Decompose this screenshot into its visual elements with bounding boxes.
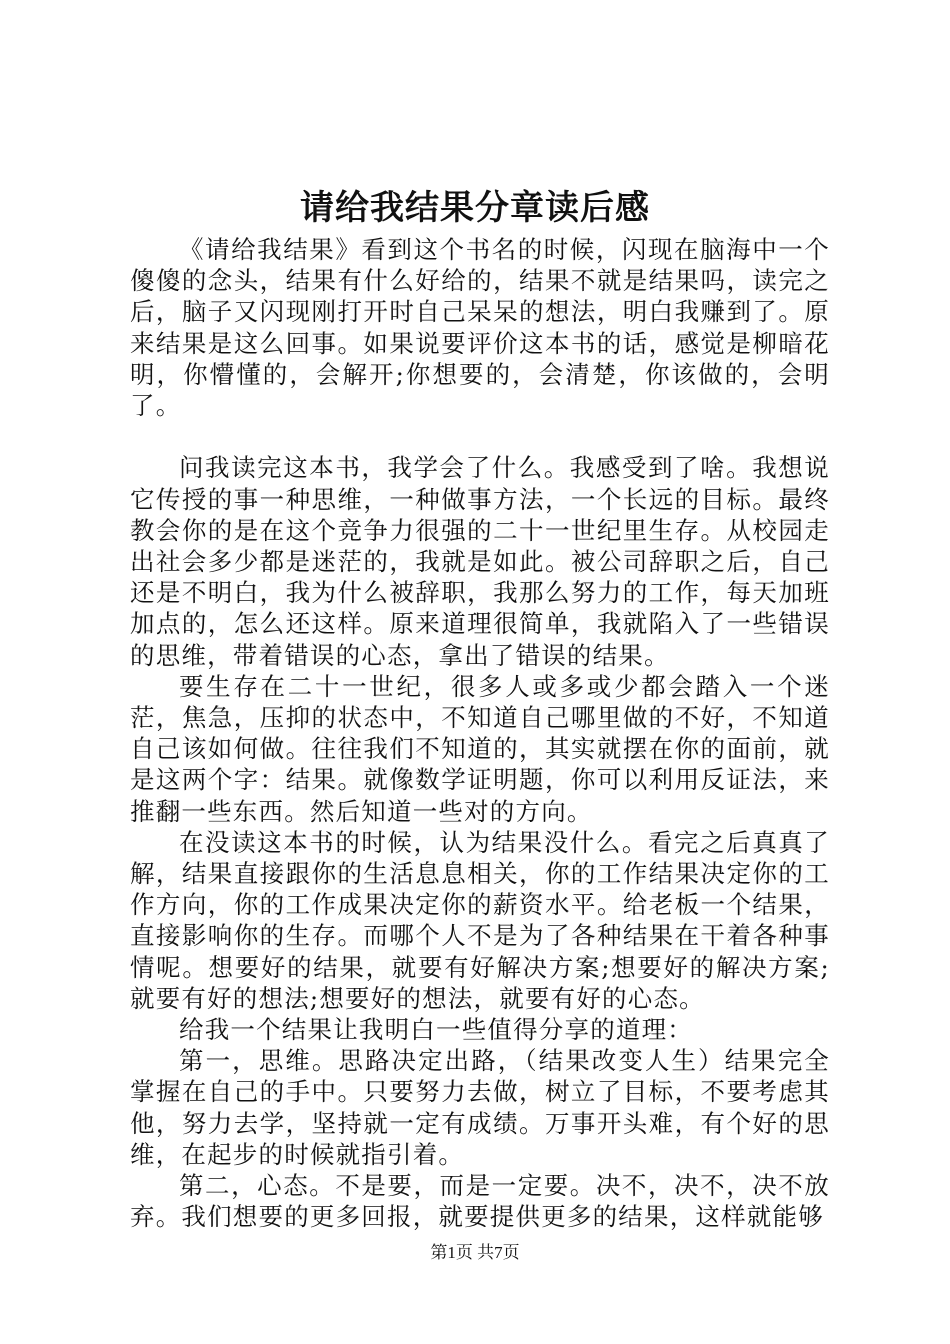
document-body (130, 234, 830, 1232)
paragraph-2: 问我读完这本书，我学会了什么。我感受到了啥。我想说它传授的事一种思维，一种做事方法，一个长远的目标。最终教会你的是在这个竞争力很强的二十一世纪里生存。从校园走出社会多少都是迷茫的，我就是如此。被公司辞职之后，自己还是不明白，我为什么被辞职，我那么努力的工作，每天加班加点的，怎么还这样。原来道理很简单，我就陷入了一些错误的思维，带着错误的心态，拿出了错误的结果。 (130, 453, 830, 670)
paragraph-1: 《请给我结果》看到这个书名的时候，闪现在脑海中一个傻傻的念头，结果有什么好给的，结果不就是结果吗，读完之后，脑子又闪现刚打开时自己呆呆的想法，明白我赚到了。原来结果是这么回事。如果说要评价这本书的话，感觉是柳暗花明，你懵懂的，会解开;你想要的，会清楚，你该做的，会明了。 (130, 235, 830, 421)
paragraph-7: 第二，心态。不是要，而是一定要。决不，决不，决不放弃。我们想要的更多回报，就要提供更多的结果，这样就能够 (130, 1171, 830, 1232)
document-title: 请给我结果分章读后感 (300, 188, 650, 228)
paragraph-6: 第一，思维。思路决定出路，（结果改变人生）结果完全掌握在自己的手中。只要努力去做，树立了目标，不要考虑其他，努力去学，坚持就一定有成绩。万事开头难，有个好的思维，在起步的时候就指引着。 (130, 1046, 830, 1169)
page-footer: 第1页 共7页 (430, 1243, 520, 1262)
paragraph-5: 给我一个结果让我明白一些值得分享的道理： (179, 1015, 693, 1045)
paragraph-4: 在没读这本书的时候，认为结果没什么。看完之后真真了解，结果直接跟你的生活息息相关，你的工作结果决定你的工作方向，你的工作成果决定你的薪资水平。给老板一个结果，直接影响你的生存。而哪个人不是为了各种结果在干着各种事情呢。想要好的结果，就要有好解决方案;想要好的解决方案;就要有好的想法;想要好的想法，就要有好的心态。 (130, 827, 830, 1013)
paragraph-3: 要生存在二十一世纪，很多人或多或少都会踏入一个迷茫，焦急，压抑的状态中，不知道自己哪里做的不好，不知道自己该如何做。往往我们不知道的，其实就摆在你的面前，就是这两个字：结果。就像数学证明题，你可以利用反证法，来推翻一些东西。然后知道一些对的方向。 (130, 671, 830, 826)
